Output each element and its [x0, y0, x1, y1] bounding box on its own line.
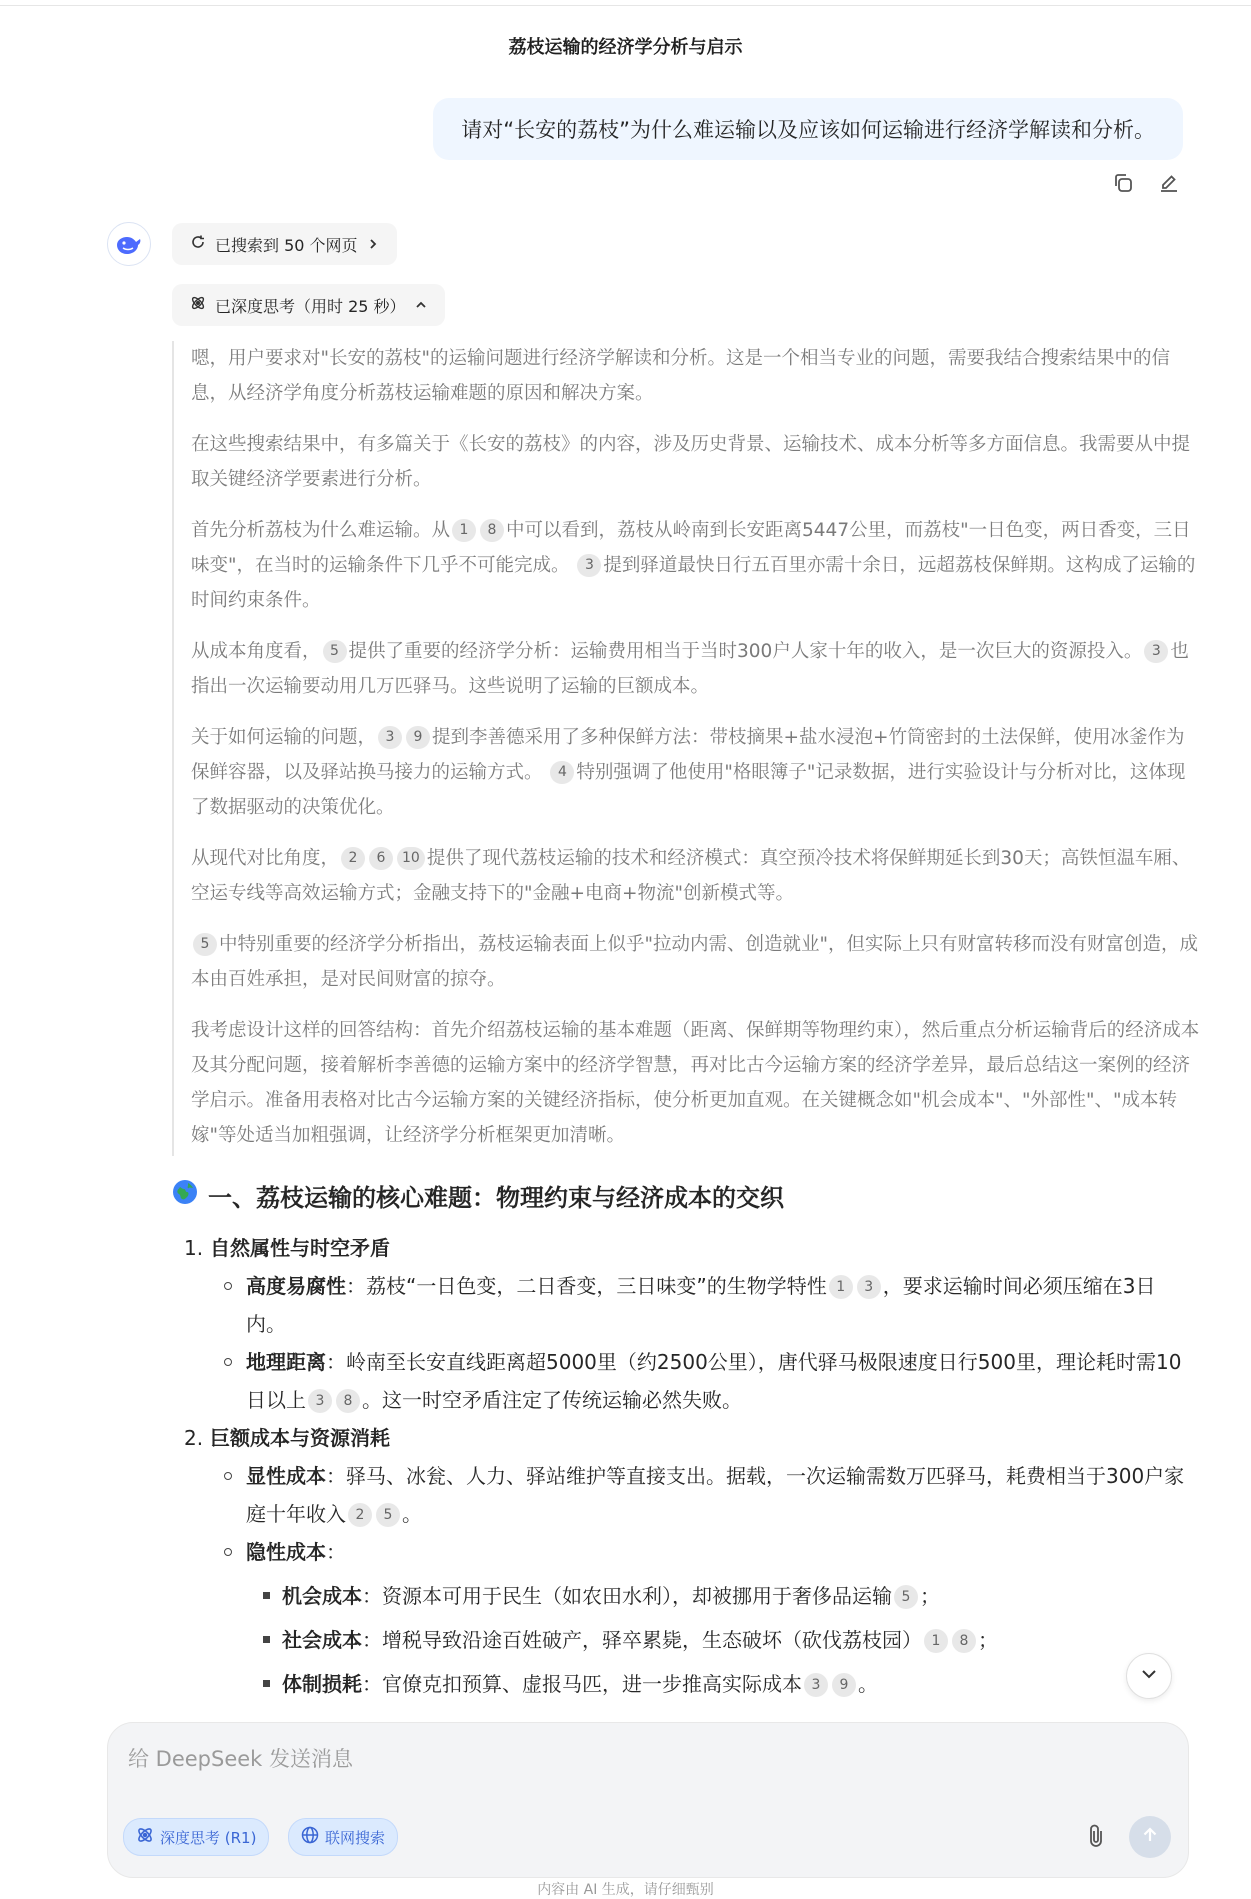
citation-badge[interactable]: 8	[480, 519, 504, 542]
citation-badge[interactable]: 5	[894, 1585, 918, 1609]
sub-bullet-item: 体制损耗：官僚克扣预算、虚报马匹，进一步推高实际成本 3 9 。	[172, 1665, 1192, 1703]
send-button[interactable]	[1129, 1816, 1171, 1858]
deep-think-label: 深度思考 (R1)	[160, 1828, 257, 1847]
conversation-title: 荔枝运输的经济学分析与启示	[508, 37, 743, 58]
citation-badge[interactable]: 3	[308, 1389, 332, 1413]
think-status: 已深度思考（用时 25 秒）	[215, 296, 406, 316]
thinking-paragraph: 从现代对比角度， 2 6 10 提供了现代荔枝运输的技术和经济模式：真空预冷技术将保鲜期延长到30天；高铁恒温车厢、空运专线等高效运输方式；金融支持下的"金融+电商+物流"创新模式等。	[191, 848, 1191, 904]
chevron-down-icon	[1140, 1665, 1158, 1687]
citation-badge[interactable]: 3	[378, 726, 402, 749]
citation-badge[interactable]: 4	[550, 761, 574, 784]
deepseek-whale-icon	[107, 222, 151, 266]
list-item: 1. 自然属性与时空矛盾	[184, 1236, 390, 1260]
thinking-content	[172, 341, 1201, 1156]
citation-badge[interactable]: 2	[348, 1503, 372, 1527]
thinking-paragraph: 我考虑设计这样的回答结构：首先介绍荔枝运输的基本难题（距离、保鲜期等物理约束），然后重点分析运输背后的经济成本及其分配问题，接着解析李善德的运输方案中的经济学智慧，再对比古今运输方案的经济学差异，最后总结这一案例的经济学启示。准备用表格对比古今运输方案的关键经济指标，使分析更加直观。在关键概念如"机会成本"、"外部性"、"成本转嫁"等处适当加粗强调，让经济学分析框架更加清晰。	[191, 1020, 1200, 1146]
answer-content	[172, 1175, 1192, 1722]
web-search-label: 联网搜索	[325, 1828, 386, 1847]
citation-badge[interactable]: 6	[369, 847, 393, 870]
message-input[interactable]: 给 DeepSeek 发送消息	[128, 1747, 354, 1771]
citation-badge[interactable]: 5	[323, 640, 347, 663]
citation-badge[interactable]: 1	[924, 1629, 948, 1653]
atom-icon	[190, 295, 206, 315]
top-divider	[0, 5, 1251, 6]
citation-badge[interactable]: 3	[1144, 640, 1168, 663]
thinking-paragraph: 5 中特别重要的经济学分析指出，荔枝运输表面上似乎"拉动内需、创造就业"，但实际上只有财富转移而没有财富创造，成本由百姓承担，是对民间财富的掠夺。	[191, 934, 1199, 990]
bullet-item: 高度易腐性：荔枝“一日色变，二日香变，三日味变”的生物学特性 1 3 ，要求运输时间必须压缩在3日内。	[172, 1267, 1192, 1343]
ai-disclaimer: 内容由 AI 生成，请仔细甄别	[537, 1882, 714, 1898]
list-item: 2. 巨额成本与资源消耗	[184, 1426, 390, 1450]
citation-badge[interactable]: 8	[336, 1389, 360, 1413]
citation-badge[interactable]: 5	[376, 1503, 400, 1527]
user-message: 请对“长安的荔枝”为什么难运输以及应该如何运输进行经济学解读和分析。	[433, 98, 1183, 160]
atom-icon	[136, 1826, 154, 1848]
paperclip-icon[interactable]	[1078, 1818, 1114, 1854]
copy-icon[interactable]	[1110, 170, 1136, 196]
answer-heading: 一、荔枝运输的核心难题：物理约束与经济成本的交织	[172, 1175, 1192, 1215]
thinking-paragraph: 从成本角度看， 5 提供了重要的经济学分析：运输费用相当于当时300户人家十年的收入，是一次巨大的资源投入。 3 也指出一次运输要动用几万匹驿马。这些说明了运输的巨额成本。	[191, 641, 1189, 697]
deep-think-button[interactable]	[123, 1818, 269, 1856]
bullet-item: 隐性成本：	[172, 1533, 1192, 1571]
citation-badge[interactable]: 9	[406, 726, 430, 749]
web-search-button[interactable]	[288, 1818, 398, 1856]
chevron-right-icon	[367, 235, 379, 254]
citation-badge[interactable]: 9	[832, 1673, 856, 1697]
deep-think-toggle[interactable]	[172, 284, 445, 326]
citation-badge[interactable]: 5	[193, 933, 217, 956]
thinking-paragraph: 首先分析荔枝为什么难运输。从 1 8 中可以看到，荔枝从岭南到长安距离5447公里，而荔枝"一日色变，两日香变，三日味变"，在当时的运输条件下几乎不可能完成。 3 提到驿道最快日行五百里亦需十余日，远超荔枝保鲜期。这构成了运输的时间约束条件。	[191, 520, 1196, 611]
search-status: 已搜索到 50 个网页	[215, 235, 358, 255]
search-refresh-icon	[190, 234, 206, 254]
sub-bullet-item: 社会成本：增税导致沿途百姓破产，驿卒累毙，生态破坏（砍伐荔枝园） 1 8 ；	[172, 1621, 1192, 1659]
citation-badge[interactable]: 2	[341, 847, 365, 870]
edit-icon[interactable]	[1156, 170, 1182, 196]
citation-badge[interactable]: 1	[452, 519, 476, 542]
scroll-to-bottom-button[interactable]	[1126, 1653, 1172, 1699]
thinking-paragraph: 在这些搜索结果中，有多篇关于《长安的荔枝》的内容，涉及历史背景、运输技术、成本分析等多方面信息。我需要从中提取关键经济学要素进行分析。	[191, 434, 1191, 490]
chevron-up-icon	[415, 296, 427, 315]
citation-badge[interactable]: 8	[952, 1629, 976, 1653]
thinking-paragraph: 关于如何运输的问题， 3 9 提到李善德采用了多种保鲜方法：带枝摘果+盐水浸泡+竹筒密封的土法保鲜，使用冰釜作为保鲜容器，以及驿站换马接力的运输方式。 4 特别强调了他使用"格眼簿子"记录数据，进行实验设计与分析对比，这体现了数据驱动的决策优化。	[191, 727, 1186, 818]
sub-bullet-item: 机会成本：资源本可用于民生（如农田水利），却被挪用于奢侈品运输 5 ；	[172, 1577, 1192, 1615]
citation-badge[interactable]: 3	[857, 1275, 881, 1299]
message-input-box[interactable]	[107, 1722, 1189, 1878]
thinking-paragraph: 嗯，用户要求对"长安的荔枝"的运输问题进行经济学解读和分析。这是一个相当专业的问题，需要我结合搜索结果中的信息，从经济学角度分析荔枝运输难题的原因和解决方案。	[191, 348, 1171, 404]
globe-icon	[172, 1179, 198, 1211]
citation-badge[interactable]: 3	[804, 1673, 828, 1697]
arrow-up-icon	[1140, 1825, 1160, 1849]
citation-badge[interactable]: 10	[397, 847, 425, 870]
search-results-toggle[interactable]	[172, 223, 397, 265]
citation-badge[interactable]: 3	[577, 554, 601, 577]
bullet-item: 显性成本：驿马、冰瓮、人力、驿站维护等直接支出。据载，一次运输需数万匹驿马，耗费相当于300户家庭十年收入 2 5 。	[172, 1457, 1192, 1533]
citation-badge[interactable]: 1	[829, 1275, 853, 1299]
bullet-item: 地理距离：岭南至长安直线距离超5000里（约2500公里），唐代驿马极限速度日行500里，理论耗时需10日以上 3 8 。这一时空矛盾注定了传统运输必然失败。	[172, 1343, 1192, 1419]
message-actions	[1110, 170, 1182, 196]
globe-icon	[301, 1826, 319, 1848]
